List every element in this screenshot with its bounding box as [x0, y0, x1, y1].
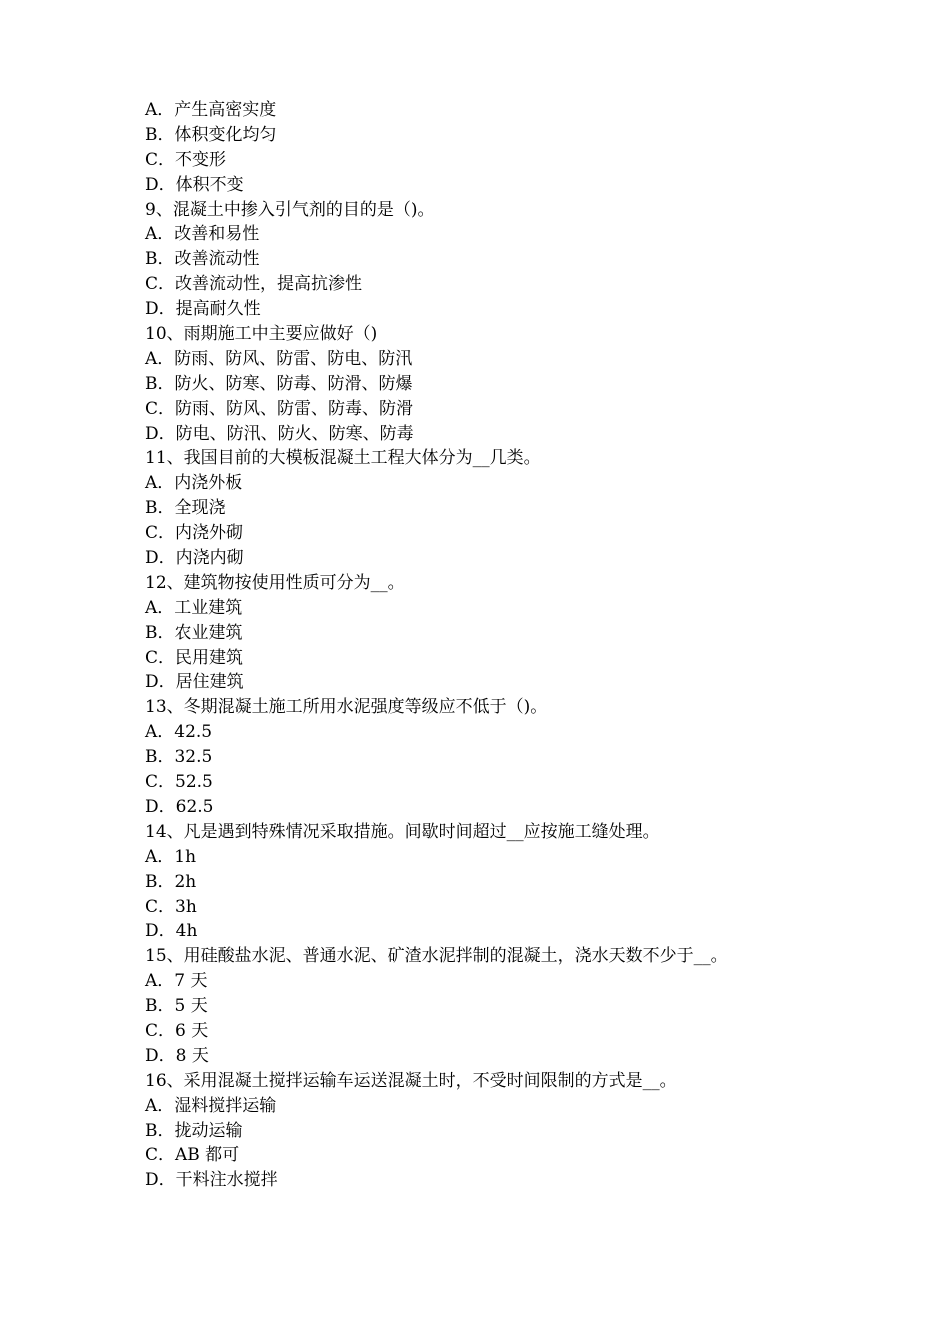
question-text: 13、冬期混凝土施工所用水泥强度等级应不低于（)。: [145, 697, 548, 718]
answer-option: D．内浇内砌: [145, 548, 244, 569]
answer-option: A．防雨、防风、防雷、防电、防汛: [145, 348, 413, 369]
answer-option: B．体积变化均匀: [145, 124, 277, 145]
question-text: 10、雨期施工中主要应做好（): [145, 324, 378, 345]
answer-option: D．居住建筑: [145, 672, 244, 693]
answer-option: C．6 天: [145, 1020, 209, 1041]
answer-option: C．内浇外砌: [145, 523, 244, 544]
answer-option: A．湿料搅拌运输: [145, 1095, 277, 1116]
answer-option: A．42.5: [145, 722, 213, 743]
answer-option: B．拢动运输: [145, 1120, 243, 1141]
question-text: 14、凡是遇到特殊情况采取措施。间歇时间超过__应按施工缝处理。: [145, 821, 660, 842]
answer-option: B．防火、防寒、防毒、防滑、防爆: [145, 373, 413, 394]
question-text: 11、我国目前的大模板混凝土工程大体分为__几类。: [145, 448, 541, 469]
question-text: 16、采用混凝土搅拌运输车运送混凝土时，不受时间限制的方式是__。: [145, 1070, 677, 1091]
answer-option: B．5 天: [145, 996, 208, 1017]
question-text: 12、建筑物按使用性质可分为__。: [145, 572, 405, 593]
answer-option: A．产生高密实度: [145, 100, 277, 120]
answer-option: B．改善流动性: [145, 249, 260, 270]
answer-option: D．体积不变: [145, 174, 244, 195]
answer-option: D．8 天: [145, 1045, 209, 1066]
answer-option: D．提高耐久性: [145, 299, 261, 320]
question-text: 15、用硅酸盐水泥、普通水泥、矿渣水泥拌制的混凝土，浇水天数不少于__。: [145, 946, 728, 967]
answer-option: C．3h: [145, 896, 197, 917]
answer-option: D．干料注水搅拌: [145, 1170, 278, 1191]
answer-option: A．改善和易性: [145, 224, 260, 245]
answer-option: B．32.5: [145, 747, 213, 768]
answer-option: C．改善流动性，提高抗渗性: [145, 274, 363, 295]
answer-option: C．民用建筑: [145, 647, 244, 668]
answer-option: B．全现浇: [145, 498, 226, 519]
answer-option: C．AB 都可: [145, 1145, 240, 1166]
answer-option: B．2h: [145, 871, 197, 892]
answer-option: B．农业建筑: [145, 622, 243, 643]
answer-option: A．内浇外板: [145, 473, 243, 494]
document-body: [145, 98, 865, 1193]
answer-option: D．4h: [145, 921, 198, 942]
answer-option: C．52.5: [145, 772, 213, 793]
answer-option: C．不变形: [145, 149, 227, 170]
answer-option: D．防电、防汛、防火、防寒、防毒: [145, 423, 414, 444]
answer-option: A．7 天: [145, 971, 208, 992]
answer-option: C．防雨、防风、防雷、防毒、防滑: [145, 398, 414, 419]
answer-option: A．工业建筑: [145, 597, 243, 618]
answer-option: A．1h: [145, 846, 197, 867]
question-text: 9、混凝土中掺入引气剂的目的是（)。: [145, 199, 435, 220]
answer-option: D．62.5: [145, 796, 214, 817]
